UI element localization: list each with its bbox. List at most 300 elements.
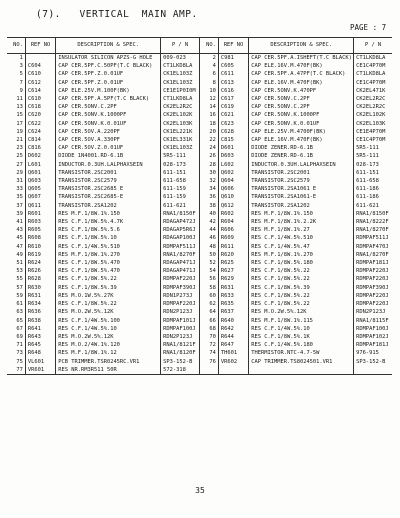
cell-ref-no: C604 [25, 62, 55, 70]
cell-ref-no-right: Q612 [218, 202, 248, 210]
cell-description: PCB TRIMMER.TSR0245RC.VR1 [56, 358, 161, 366]
cell-description: RES C.F.1/4W.5%.10 [56, 325, 161, 333]
table-row [7, 308, 392, 316]
cell-ref-no-right: R631 [218, 284, 248, 292]
table-row [7, 161, 392, 169]
cell-part-number: RDMPAF390J [161, 284, 200, 292]
cell-ref-no-right: C605 [218, 62, 248, 70]
cell-description-right: RES C.F.1/4W.5%.510 [249, 234, 354, 242]
table-row [7, 120, 392, 128]
cell-description: TRANSISTOR.2SC2001 [56, 169, 161, 177]
cell-ref-no-right: Q606 [218, 185, 248, 193]
column-header-description-right: DESCRIPTION & SPEC. [249, 38, 354, 54]
cell-part-number: 611-159 [161, 193, 200, 201]
cell-description: CAP CER.5ONV.C.2PF [56, 103, 161, 111]
cell-description: RES M.O.1W.5%.27K [56, 292, 161, 300]
cell-no: 7 [19, 79, 23, 86]
cell-description-right: DIODE ZENER.RD-6.1B [249, 152, 354, 160]
table-row [7, 103, 392, 111]
cell-part-number-right: CK2EL102K [354, 111, 392, 119]
cell-part-number: RDMPAF101J [161, 317, 200, 325]
table-row [7, 87, 392, 95]
cell-description-right: RES C.F.1/8W.5%.22 [249, 292, 354, 300]
cell-no-right: 42 [199, 218, 218, 226]
cell-description: RES M.F.1/8W.1%.270 [56, 251, 161, 259]
cell-ref-no-right: C623 [218, 120, 248, 128]
cell-ref-no: C624 [25, 128, 55, 136]
cell-description-right: CAP CER.5ONV.K.1000PF [249, 111, 354, 119]
parts-list-table-frame [7, 37, 392, 375]
cell-ref-no: C816 [25, 144, 55, 152]
cell-part-number-right: RDMPAF220J [354, 275, 392, 283]
cell-description-right: RES C.F.1/8W.5%.22 [249, 275, 354, 283]
table-row [7, 243, 392, 251]
table-row [7, 358, 392, 366]
section-title: (7). VERTICAL MAIN AMP. [36, 9, 198, 20]
cell-no-right: 50 [199, 251, 218, 259]
cell-description: TRANSISTOR.2SC2579 [56, 177, 161, 185]
cell-description-right: RES M.F.1/8W.1%.2.2K [249, 218, 354, 226]
cell-no: 53 [16, 268, 23, 275]
cell-no: 23 [16, 145, 23, 152]
cell-no-right: 58 [199, 284, 218, 292]
cell-part-number-right [354, 366, 392, 374]
cell-part-number-right: RDMPAF220J [354, 300, 392, 308]
table-row [7, 259, 392, 267]
cell-part-number: RDAGAP471J [161, 267, 200, 275]
cell-part-number-right: RDMPAF102J [354, 333, 392, 341]
cell-part-number: RNA1/8121F [161, 341, 200, 349]
cell-part-number-right: RDMPAF511J [354, 234, 392, 242]
cell-no-right: 56 [199, 275, 218, 283]
cell-part-number: RNA1/8270F [161, 251, 200, 259]
cell-no-right: 40 [199, 210, 218, 218]
cell-ref-no-right: VR602 [218, 358, 248, 366]
cell-part-number: CK2EL103K [161, 120, 200, 128]
cell-ref-no: C620 [25, 111, 55, 119]
cell-ref-no: R631 [25, 292, 55, 300]
cell-description-right: RES C.F.1/8W.5%.22 [249, 300, 354, 308]
cell-no-right: 72 [199, 341, 218, 349]
cell-part-number: RDN2P123J [161, 333, 200, 341]
cell-ref-no: VL601 [25, 358, 55, 366]
cell-description-right: CAP CER.5PF.A.ISHEFT(T.C BLACK) [249, 54, 354, 63]
cell-part-number-right: 611-151 [354, 169, 392, 177]
cell-no-right: 76 [199, 358, 218, 366]
cell-part-number: RDMPAF511J [161, 243, 200, 251]
cell-part-number-right: 5R5-111 [354, 144, 392, 152]
cell-ref-no: R648 [25, 349, 55, 357]
cell-ref-no-right: R629 [218, 275, 248, 283]
table-row [7, 111, 392, 119]
cell-part-number: RDAGAP5R6J [161, 226, 200, 234]
table-row [7, 185, 392, 193]
cell-part-number-right: RNA1/8222F [354, 218, 392, 226]
cell-part-number-right: CE1E4P70M [354, 128, 392, 136]
cell-part-number-right: RNA1/8115F [354, 317, 392, 325]
cell-no: 43 [16, 227, 23, 234]
cell-part-number: 572-318 [161, 366, 200, 374]
cell-ref-no: Q603 [25, 177, 55, 185]
cell-part-number-right: RDMPAF181J [354, 259, 392, 267]
cell-part-number: CK1EL103Z [161, 79, 200, 87]
cell-part-number-right: CT1LKD8LA [354, 70, 392, 78]
cell-description-right: DIODE ZENER.RD-6.1B [249, 144, 354, 152]
cell-ref-no-right: R640 [218, 317, 248, 325]
cell-description-right: TRANSISTOR.2SA1061-E [249, 193, 354, 201]
cell-part-number: 028-173 [161, 161, 200, 169]
cell-ref-no [25, 54, 55, 63]
table-row [7, 70, 392, 78]
cell-part-number-right: 611-658 [354, 177, 392, 185]
table-row [7, 267, 392, 275]
cell-part-number-right: RNA1/8270F [354, 251, 392, 259]
cell-description-right: RES M.F.1/8W.1%.270 [249, 251, 354, 259]
table-row [7, 210, 392, 218]
column-header-part-number-right: P / N [354, 38, 392, 54]
cell-description: RES C.F.1/8W.5%.22 [56, 300, 161, 308]
cell-part-number-right: RDMPAF390J [354, 284, 392, 292]
cell-no-right: 54 [199, 267, 218, 275]
cell-no-right: 32 [199, 177, 218, 185]
cell-part-number: RDMPAF100J [161, 325, 200, 333]
cell-no-right: 22 [199, 136, 218, 144]
cell-part-number-right: CT1LKD8LA [354, 54, 392, 63]
cell-description-right: TRANSISTOR.2SA1202 [249, 202, 354, 210]
cell-no-right: 4 [199, 62, 218, 70]
cell-no: 71 [16, 342, 23, 349]
cell-description: CAP CER.5PF.Z.0.01UF [56, 70, 161, 78]
cell-ref-no-right: R602 [218, 210, 248, 218]
cell-no-right: 46 [199, 234, 218, 242]
cell-part-number: CT1LKD8LA [161, 95, 200, 103]
page-label: PAGE : 7 [350, 23, 387, 32]
cell-ref-no-right [218, 366, 248, 374]
cell-description-right: RES M.O.2W.5%.12K [249, 308, 354, 316]
cell-description-right: CAP ELE.16V.M.470F(BK) [249, 79, 354, 87]
cell-description-right: TRANSISTOR.2SC2001 [249, 169, 354, 177]
cell-description-right: TRANSISTOR.2SA1061 E [249, 185, 354, 193]
cell-ref-no: R605 [25, 226, 55, 234]
cell-part-number-right: CK2EL2R2C [354, 103, 392, 111]
cell-part-number: CE1E1P0I0M [161, 87, 200, 95]
cell-ref-no: L601 [25, 161, 55, 169]
cell-no: 19 [16, 128, 23, 135]
cell-description-right: CAP CER.5PF.A.47PF(T.C BLACK) [249, 70, 354, 78]
table-header-row [7, 38, 392, 54]
column-header-no: NO. [7, 38, 25, 54]
cell-ref-no: C814 [25, 136, 55, 144]
table-row [7, 251, 392, 259]
cell-description: RES C.F.1/8W.5%.22 [56, 275, 161, 283]
cell-description-right: TRANSISTOR.2SC2579 [249, 177, 354, 185]
cell-part-number: 009-023 [161, 54, 200, 63]
cell-ref-no: R634 [25, 300, 55, 308]
cell-no: 11 [16, 96, 23, 103]
cell-description-right: RES M.F.1/8W.1%.150 [249, 210, 354, 218]
table-row [7, 144, 392, 152]
cell-part-number-right: 611-621 [354, 202, 392, 210]
cell-description: RES C.F.1/8W.5%.470 [56, 259, 161, 267]
cell-description: RES M.F.1/8W.1%.150 [56, 210, 161, 218]
cell-no-right: 30 [199, 169, 218, 177]
cell-description: CAP CER.5ONV.K.0.01UF [56, 120, 161, 128]
cell-no: 35 [16, 194, 23, 201]
cell-no: 1 [19, 55, 23, 61]
table-row [7, 62, 392, 70]
cell-description: TRANSISTOR.2SA1202 [56, 202, 161, 210]
cell-part-number: RDN1P273J [161, 292, 200, 300]
cell-no-right: 68 [199, 325, 218, 333]
table-row [7, 300, 392, 308]
cell-part-number: CK1EL331K [161, 136, 200, 144]
cell-description: RES NR.RM3R511 50R [56, 366, 161, 374]
cell-ref-no-right: C619 [218, 103, 248, 111]
cell-no-right: 6 [199, 70, 218, 78]
cell-ref-no: R610 [25, 243, 55, 251]
cell-part-number: CK1EL103Z [161, 144, 200, 152]
cell-part-number: RNA1/8120F [161, 349, 200, 357]
table-row [7, 284, 392, 292]
cell-description: RES C.F.1/8W.5%.10 [56, 234, 161, 242]
cell-description: INDUCTOR.0.3UH.LALPHAXSEIN [56, 161, 161, 169]
cell-no: 59 [16, 292, 23, 299]
cell-no: 63 [16, 309, 23, 316]
cell-ref-no-right: Q610 [218, 193, 248, 201]
cell-ref-no-right: C815 [218, 136, 248, 144]
cell-no: 61 [16, 301, 23, 308]
cell-no: 9 [19, 87, 23, 94]
cell-no: 55 [16, 276, 23, 283]
cell-no-right: 70 [199, 333, 218, 341]
cell-ref-no-right: C621 [218, 111, 248, 119]
cell-part-number-right: CE1C4P70M [354, 62, 392, 70]
table-row [7, 202, 392, 210]
cell-ref-no-right: C617 [218, 95, 248, 103]
cell-ref-no: R645 [25, 341, 55, 349]
cell-ref-no: R601 [25, 210, 55, 218]
cell-part-number: CT1LKD8LA [161, 62, 200, 70]
cell-no: 73 [16, 350, 23, 357]
cell-no-right: 34 [199, 185, 218, 193]
cell-description-right: RES C.F.1/8W.5%.180 [249, 259, 354, 267]
cell-part-number-right: RNA1/8150F [354, 210, 392, 218]
cell-no-right: 16 [199, 111, 218, 119]
cell-ref-no: R626 [25, 267, 55, 275]
table-body [7, 54, 392, 374]
table-row [7, 349, 392, 357]
cell-no-right: 28 [199, 161, 218, 169]
cell-ref-no: Q611 [25, 202, 55, 210]
cell-no: 25 [16, 153, 23, 160]
cell-ref-no-right: Q604 [218, 177, 248, 185]
cell-part-number-right: RDMPAF470J [354, 243, 392, 251]
cell-no: 69 [16, 333, 23, 340]
column-header-ref-no: REF NO [25, 38, 55, 54]
table-row [7, 79, 392, 87]
cell-part-number: RNA1/8150F [161, 210, 200, 218]
cell-part-number-right: 5R5-111 [354, 152, 392, 160]
cell-part-number: CK1EL103Z [161, 70, 200, 78]
cell-no-right: 52 [199, 259, 218, 267]
cell-part-number-right: RDMPAF220J [354, 292, 392, 300]
column-header-no-right: NO. [199, 38, 218, 54]
cell-ref-no-right: R637 [218, 308, 248, 316]
cell-description: CAP CER.5ONV.K.1000PF [56, 111, 161, 119]
cell-ref-no: R641 [25, 325, 55, 333]
cell-ref-no-right: R647 [218, 341, 248, 349]
cell-no-right: 8 [199, 79, 218, 87]
cell-no: 29 [16, 169, 23, 176]
cell-ref-no: C614 [25, 87, 55, 95]
cell-no-right: 44 [199, 226, 218, 234]
cell-ref-no-right: C611 [218, 70, 248, 78]
cell-ref-no-right: C981 [218, 54, 248, 63]
table-row [7, 193, 392, 201]
cell-description: DIODE 1N4001.RD-6.1B [56, 152, 161, 160]
cell-description: RES C.F.1/8W.5%.470 [56, 267, 161, 275]
cell-part-number-right: RDN2P123J [354, 308, 392, 316]
cell-description: CAP CER.5OV.Z.0.01UF [56, 144, 161, 152]
cell-description-right: RES C.F.1/4W.5%.47 [249, 243, 354, 251]
cell-part-number: 611-151 [161, 169, 200, 177]
cell-no: 57 [16, 284, 23, 291]
cell-part-number-right: RDMPAF100J [354, 325, 392, 333]
cell-part-number: RDN2P123J [161, 308, 200, 316]
table-row [7, 292, 392, 300]
table-row [7, 234, 392, 242]
cell-part-number: RDMPAF220J [161, 300, 200, 308]
table-row [7, 95, 392, 103]
cell-description-right: RES M.F.1/8W.1%.115 [249, 317, 354, 325]
cell-ref-no: R619 [25, 251, 55, 259]
cell-description-right: CAP ELE.16V.M.470F(BK) [249, 62, 354, 70]
cell-no: 49 [16, 251, 23, 258]
cell-ref-no: R643 [25, 333, 55, 341]
cell-no: 5 [19, 71, 23, 78]
cell-no: 13 [16, 104, 23, 111]
cell-no: 3 [19, 63, 23, 70]
cell-description-right: CAP ELE.16V.M.470F(BK) [249, 136, 354, 144]
cell-description-right [249, 366, 354, 374]
cell-description-right: INDUCTOR.0.3UH.LALPHAXSEIN [249, 161, 354, 169]
cell-description-right: THERMISTOR.NTC-4.7-5W [249, 349, 354, 357]
cell-no: 33 [16, 186, 23, 193]
cell-ref-no-right: D603 [218, 152, 248, 160]
cell-part-number-right: 028-173 [354, 161, 392, 169]
table-row [7, 275, 392, 283]
cell-ref-no: R636 [25, 308, 55, 316]
cell-part-number-right: SP3-152-B [354, 358, 392, 366]
cell-part-number-right: CK2EL471K [354, 87, 392, 95]
cell-no-right: 2 [199, 54, 218, 63]
cell-no-right: 74 [199, 349, 218, 357]
page-number: 35 [195, 486, 205, 495]
cell-no-right: 64 [199, 308, 218, 316]
cell-no: 75 [16, 358, 23, 365]
cell-ref-no-right: C613 [218, 79, 248, 87]
cell-part-number: 611-159 [161, 185, 200, 193]
cell-no-right: 60 [199, 292, 218, 300]
cell-part-number-right: 611-186 [354, 193, 392, 201]
table-row [7, 325, 392, 333]
cell-ref-no-right: L602 [218, 161, 248, 169]
cell-description-right: CAP CER.5ONV.K.470PF [249, 87, 354, 95]
cell-description: RES C.F.1/4W.5%.510 [56, 243, 161, 251]
cell-ref-no: C618 [25, 103, 55, 111]
cell-ref-no: C610 [25, 95, 55, 103]
cell-ref-no-right: D601 [218, 144, 248, 152]
table-row [7, 333, 392, 341]
table-row [7, 226, 392, 234]
cell-description: TRANSISTOR.2SC2685 E [56, 185, 161, 193]
cell-ref-no-right: TH601 [218, 349, 248, 357]
cell-ref-no-right: R644 [218, 333, 248, 341]
cell-description: TRANSISTOR.2SC2685-E [56, 193, 161, 201]
cell-part-number: RDAGAP471J [161, 259, 200, 267]
column-header-part-number: P / N [161, 38, 200, 54]
cell-description-right: RES M.F.1/8W.1%.27 [249, 226, 354, 234]
cell-ref-no-right: R627 [218, 267, 248, 275]
cell-description: CAP CER.5PF.Z.0.01UF [56, 79, 161, 87]
cell-no-right: 24 [199, 144, 218, 152]
cell-no-right: 66 [199, 317, 218, 325]
parts-list-table [7, 38, 392, 374]
cell-no-right: 36 [199, 193, 218, 201]
cell-ref-no-right: R606 [218, 226, 248, 234]
cell-description: RES M.F.1/8W.1%.12 [56, 349, 161, 357]
cell-no: 77 [16, 366, 23, 373]
cell-ref-no-right: R625 [218, 259, 248, 267]
cell-description: RES C.F.1/8W.5%.5.6 [56, 226, 161, 234]
cell-description: RES C.F.1/4W.5%.100 [56, 317, 161, 325]
table-row [7, 317, 392, 325]
cell-part-number: CK1EL221K [161, 128, 200, 136]
cell-description: CAP ELE.25V.M.100F(BK) [56, 87, 161, 95]
cell-part-number: CK2EL2R2C [161, 103, 200, 111]
cell-ref-no-right: R633 [218, 292, 248, 300]
cell-no-right: 38 [199, 202, 218, 210]
cell-no-right: 18 [199, 120, 218, 128]
cell-no-right: 12 [199, 95, 218, 103]
cell-part-number: RDAGAP472J [161, 218, 200, 226]
cell-ref-no-right: C616 [218, 87, 248, 95]
cell-no: 41 [16, 219, 23, 226]
cell-ref-no: R638 [25, 317, 55, 325]
cell-ref-no: R628 [25, 275, 55, 283]
cell-no: 39 [16, 210, 23, 217]
cell-ref-no: VR601 [25, 366, 55, 374]
cell-ref-no-right: Q602 [218, 169, 248, 177]
cell-description: RES M.O.2W.5%.12K [56, 333, 161, 341]
cell-description: CAP CER.5PF.C.50PF(T.C BLACK) [56, 62, 161, 70]
cell-description: INSULATOR SILICON APZS-G HOLE [56, 54, 161, 63]
cell-no-right [199, 366, 218, 374]
cell-ref-no: Q601 [25, 169, 55, 177]
table-row [7, 169, 392, 177]
cell-no-right: 20 [199, 128, 218, 136]
cell-ref-no: C622 [25, 120, 55, 128]
column-header-description: DESCRIPTION & SPEC. [56, 38, 161, 54]
cell-ref-no: Q607 [25, 193, 55, 201]
cell-no: 27 [16, 161, 23, 168]
cell-part-number-right: CE1C4P70M [354, 79, 392, 87]
cell-part-number: CK2EL102K [161, 111, 200, 119]
cell-no-right: 48 [199, 243, 218, 251]
cell-part-number: 611-621 [161, 202, 200, 210]
cell-no: 51 [16, 260, 23, 267]
table-row [7, 218, 392, 226]
